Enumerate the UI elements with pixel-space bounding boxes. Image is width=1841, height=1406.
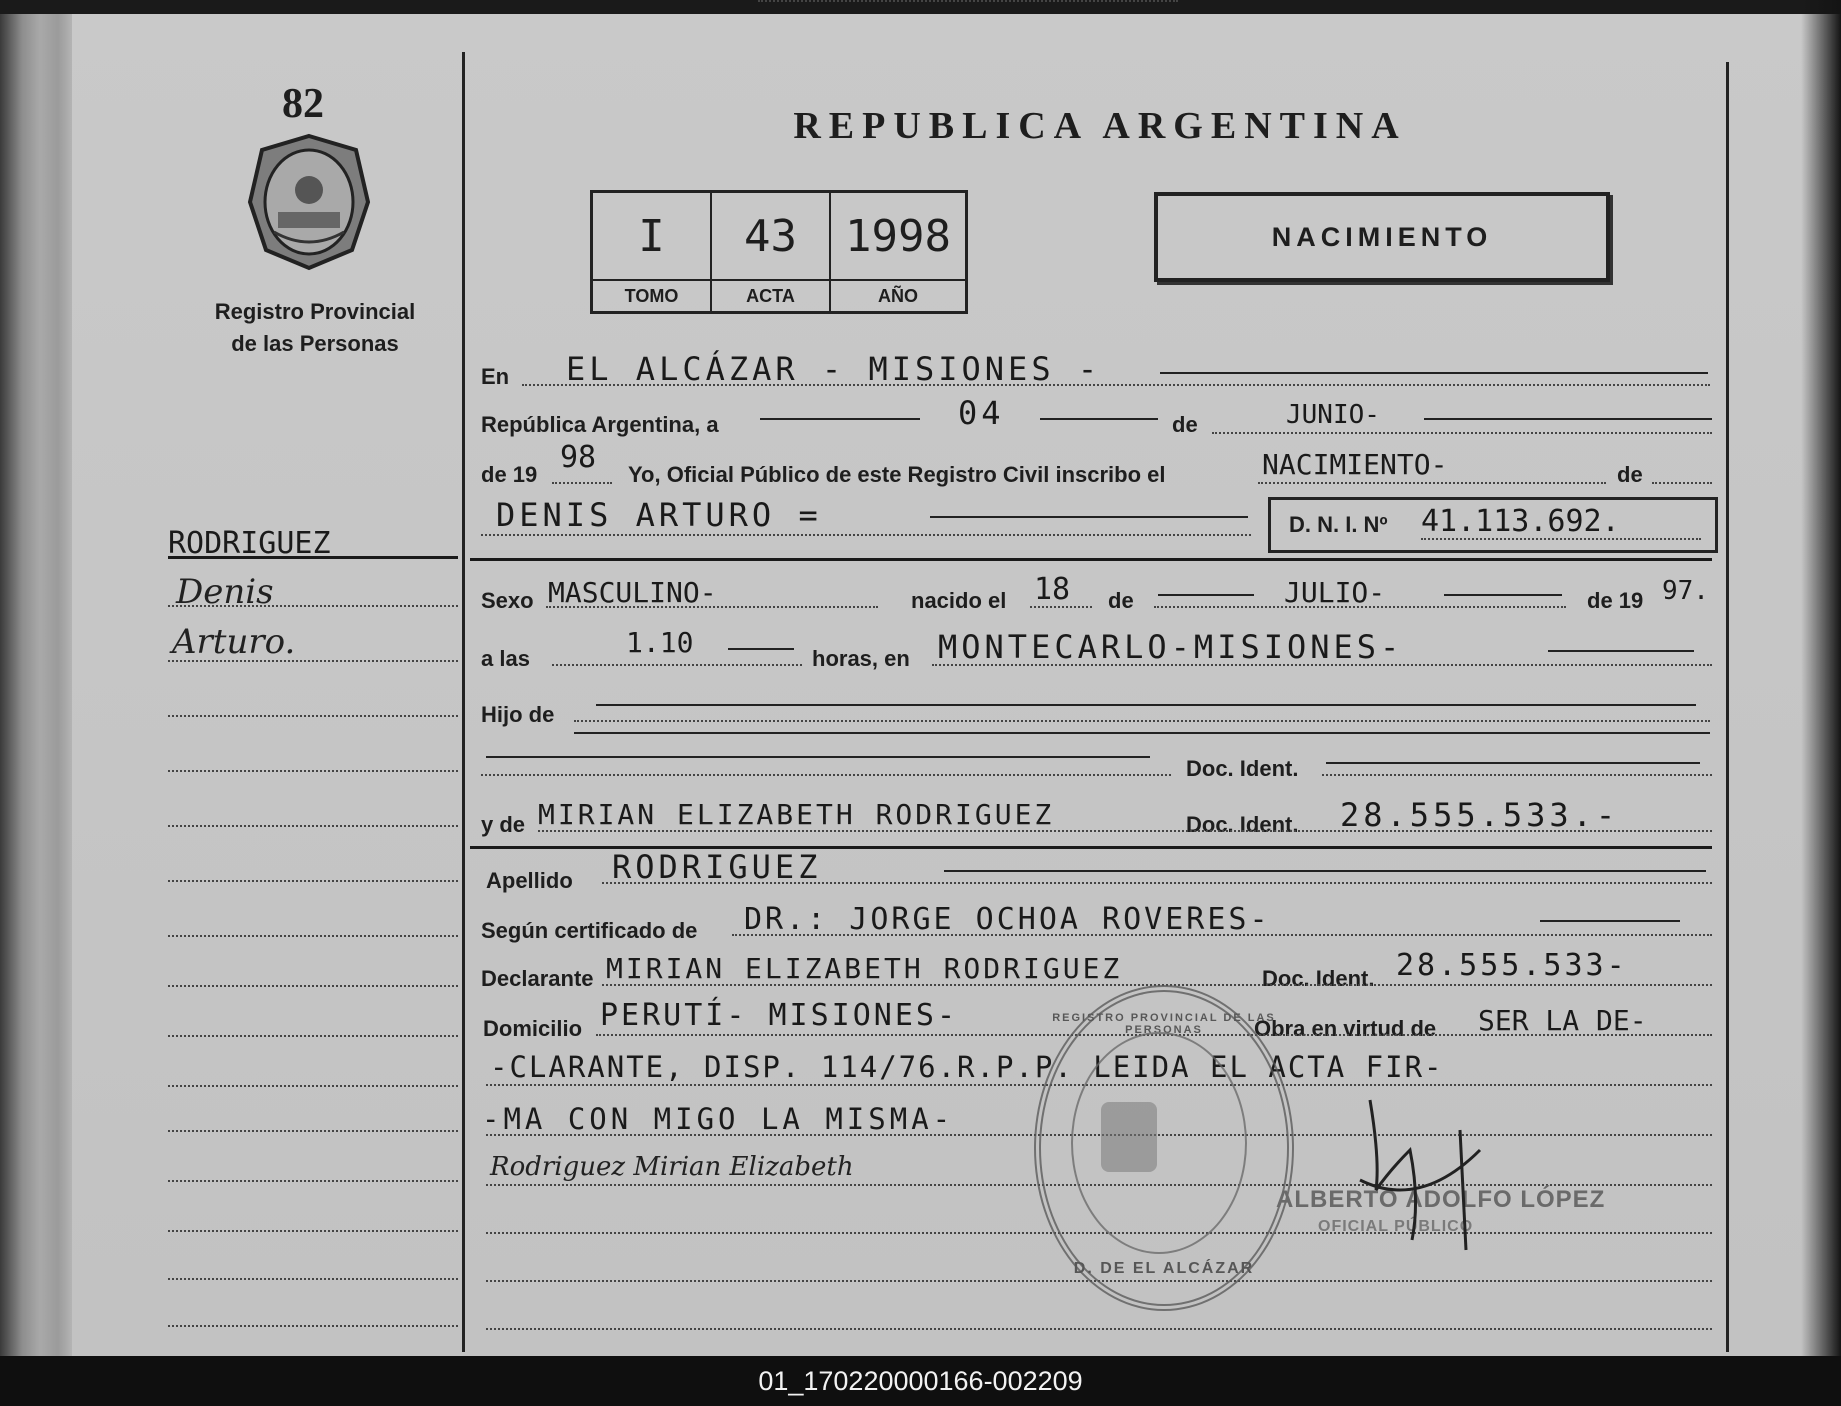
official-role-stamp: OFICIAL PÚBLICO — [1318, 1218, 1474, 1235]
official-signature — [1350, 1090, 1490, 1260]
ano-cell — [831, 193, 965, 311]
top-edge-shadow — [0, 0, 1841, 14]
rule-day-right — [1040, 418, 1158, 420]
nacido-label: nacido el — [911, 588, 1007, 613]
tomo-value: I — [638, 211, 665, 262]
month-value: JUNIO- — [1286, 400, 1380, 430]
line-sexo — [546, 606, 878, 608]
en-label: En — [481, 364, 510, 389]
rule-birth-place — [1548, 650, 1694, 652]
stamp-bottom-text: D. DE EL ALCÁZAR — [1073, 1260, 1255, 1277]
obra-label: Obra en virtud de — [1254, 1016, 1437, 1041]
line-birth-place — [932, 664, 1712, 666]
line-en-rule — [1160, 372, 1708, 374]
de-end-label: de — [1617, 462, 1643, 487]
doc-ident-label-2: Doc. Ident. — [1186, 812, 1299, 837]
declarant-signature: Rodriguez Mirian Elizabeth — [490, 1152, 854, 1182]
acta-cell — [712, 193, 831, 311]
rule-full-name — [930, 516, 1248, 518]
alas-label: a las — [481, 646, 530, 671]
act-type-value: NACIMIENTO- — [1262, 448, 1448, 481]
image-id-footer: 01_170220000166-002209 — [0, 1356, 1841, 1406]
margin-line — [168, 880, 458, 882]
margin-line — [168, 1035, 458, 1037]
dni-label: D. N. I. Nº — [1289, 512, 1388, 537]
margin-line — [168, 770, 458, 772]
line-birth-time — [552, 664, 802, 666]
domicilio-value: PERUTÍ- MISIONES- — [600, 998, 959, 1033]
margin-line — [168, 935, 458, 937]
margin-line — [168, 660, 458, 662]
de19-label-2: de 19 — [1587, 588, 1644, 613]
line-full-name — [481, 534, 1251, 536]
margin-surname-rule — [168, 556, 458, 559]
margin-line — [168, 825, 458, 827]
page-number: 82 — [282, 81, 324, 127]
tomo-label: TOMO — [593, 279, 710, 311]
line-father-doc — [1322, 774, 1712, 776]
declarante-value: MIRIAN ELIZABETH RODRIGUEZ — [606, 952, 1123, 985]
mother-doc-value: 28.555.533.- — [1340, 796, 1620, 834]
provincial-seal — [244, 132, 374, 272]
apellido-label: Apellido — [486, 868, 573, 893]
year-suffix: 98 — [560, 440, 597, 475]
line-mother — [538, 830, 1712, 832]
rule-birth-time — [728, 648, 794, 650]
line-de-end — [1652, 482, 1712, 484]
declarante-label: Declarante — [481, 966, 594, 991]
de19-label: de 19 — [481, 462, 538, 487]
mother-value: MIRIAN ELIZABETH RODRIGUEZ — [538, 798, 1055, 831]
margin-line — [168, 1278, 458, 1280]
acta-value: 43 — [744, 211, 797, 262]
ano-value: 1998 — [845, 211, 951, 262]
line-birth-month — [1154, 606, 1566, 608]
record-id-box — [590, 190, 968, 314]
doc-ident-label-3: Doc. Ident. — [1262, 966, 1375, 991]
margin-line — [168, 605, 458, 607]
obra-value-1: SER LA DE- — [1478, 1004, 1647, 1037]
registry-line2: de las Personas — [231, 331, 399, 356]
dni-value: 41.113.692. — [1421, 504, 1620, 539]
rule-day-left — [760, 418, 920, 420]
stamp-crest-icon — [1101, 1102, 1157, 1172]
document-title: REPUBLICA ARGENTINA — [793, 105, 1407, 147]
margin-line — [168, 985, 458, 987]
line-month — [1212, 432, 1712, 434]
line-certificado — [732, 934, 1712, 936]
rule-father-doc — [486, 756, 1150, 758]
margin-name2: Arturo. — [172, 622, 296, 662]
doc-ident-label-1: Doc. Ident. — [1186, 756, 1299, 781]
margin-line — [168, 1230, 458, 1232]
line-dni — [1421, 538, 1701, 540]
tomo-cell — [593, 193, 712, 311]
line-blank-3 — [486, 1328, 1712, 1330]
rule-father-doc-right — [1326, 762, 1700, 764]
margin-line — [168, 715, 458, 717]
sexo-value: MASCULINO- — [548, 576, 717, 609]
de-label: de — [1172, 412, 1198, 437]
registry-name — [195, 296, 435, 360]
obra-value-2: -CLARANTE, DISP. 114/76.R.P.P. LEIDA EL ACTA FIR- — [490, 1050, 1444, 1084]
line-republica — [758, 0, 1178, 2]
official-name-stamp: ALBERTO ADOLFO LÓPEZ — [1276, 1186, 1606, 1213]
day-value: 04 — [958, 394, 1005, 432]
certificado-label: Según certificado de — [481, 918, 698, 943]
de-label-2: de — [1108, 588, 1134, 613]
rule-birth-month-right — [1444, 594, 1562, 596]
stamp-inner-ring — [1071, 1032, 1247, 1254]
full-name-value: DENIS ARTURO = — [496, 496, 822, 534]
birth-year-suffix: 97. — [1662, 576, 1709, 606]
margin-name1: Denis — [176, 572, 274, 612]
stamp-top-text: REGISTRO PROVINCIAL DE LAS PERSONAS — [1052, 1012, 1276, 1036]
margin-line — [168, 1085, 458, 1087]
margin-divider — [462, 52, 465, 1352]
rule-hijo-1 — [596, 704, 1696, 706]
line-hijo — [574, 720, 1710, 722]
rule-month-right — [1424, 418, 1712, 420]
apellido-value: RODRIGUEZ — [612, 848, 822, 886]
sexo-label: Sexo — [481, 588, 534, 613]
line-year — [552, 482, 612, 484]
margin-surname: RODRIGUEZ — [168, 526, 331, 561]
rule-apellido — [944, 870, 1706, 872]
line-birth-day — [1030, 606, 1092, 608]
horas-label: horas, en — [812, 646, 910, 671]
hijo-label: Hijo de — [481, 702, 555, 727]
dni-box — [1268, 497, 1718, 553]
birth-day-value: 18 — [1034, 572, 1071, 607]
rule-hijo-2 — [574, 732, 1710, 734]
rule-birth-month-left — [1158, 594, 1254, 596]
right-edge-shadow — [1801, 0, 1841, 1356]
declarante-doc-value: 28.555.533- — [1396, 948, 1628, 983]
margin-line — [168, 1180, 458, 1182]
place-value: EL ALCÁZAR - MISIONES - — [566, 350, 1102, 388]
yo-label: Yo, Oficial Público de este Registro Civil inscribo el — [628, 462, 1166, 487]
line-father — [481, 774, 1171, 776]
republica-label: República Argentina, a — [481, 412, 719, 437]
line-act-type — [1258, 482, 1606, 484]
margin-line — [168, 1325, 458, 1327]
official-seal-stamp — [1034, 985, 1294, 1311]
obra-value-3: -MA CON MIGO LA MISMA- — [482, 1102, 955, 1136]
yde-label: y de — [481, 812, 526, 837]
rule-certificado — [1540, 920, 1680, 922]
birth-place-value: MONTECARLO-MISIONES- — [938, 628, 1404, 666]
line-apellido — [602, 882, 1712, 884]
right-border — [1726, 62, 1729, 1352]
record-type-box: NACIMIENTO — [1154, 192, 1610, 282]
birth-time-value: 1.10 — [626, 626, 694, 659]
domicilio-label: Domicilio — [483, 1016, 583, 1041]
section-rule-1 — [470, 558, 1712, 561]
acta-label: ACTA — [712, 279, 829, 311]
margin-line — [168, 1130, 458, 1132]
book-binding — [0, 0, 72, 1356]
ano-label: AÑO — [831, 279, 965, 311]
registry-line1: Registro Provincial — [214, 299, 416, 324]
birth-month-value: JULIO- — [1284, 576, 1386, 609]
certificado-value: DR.: JORGE OCHOA ROVERES- — [744, 902, 1271, 937]
